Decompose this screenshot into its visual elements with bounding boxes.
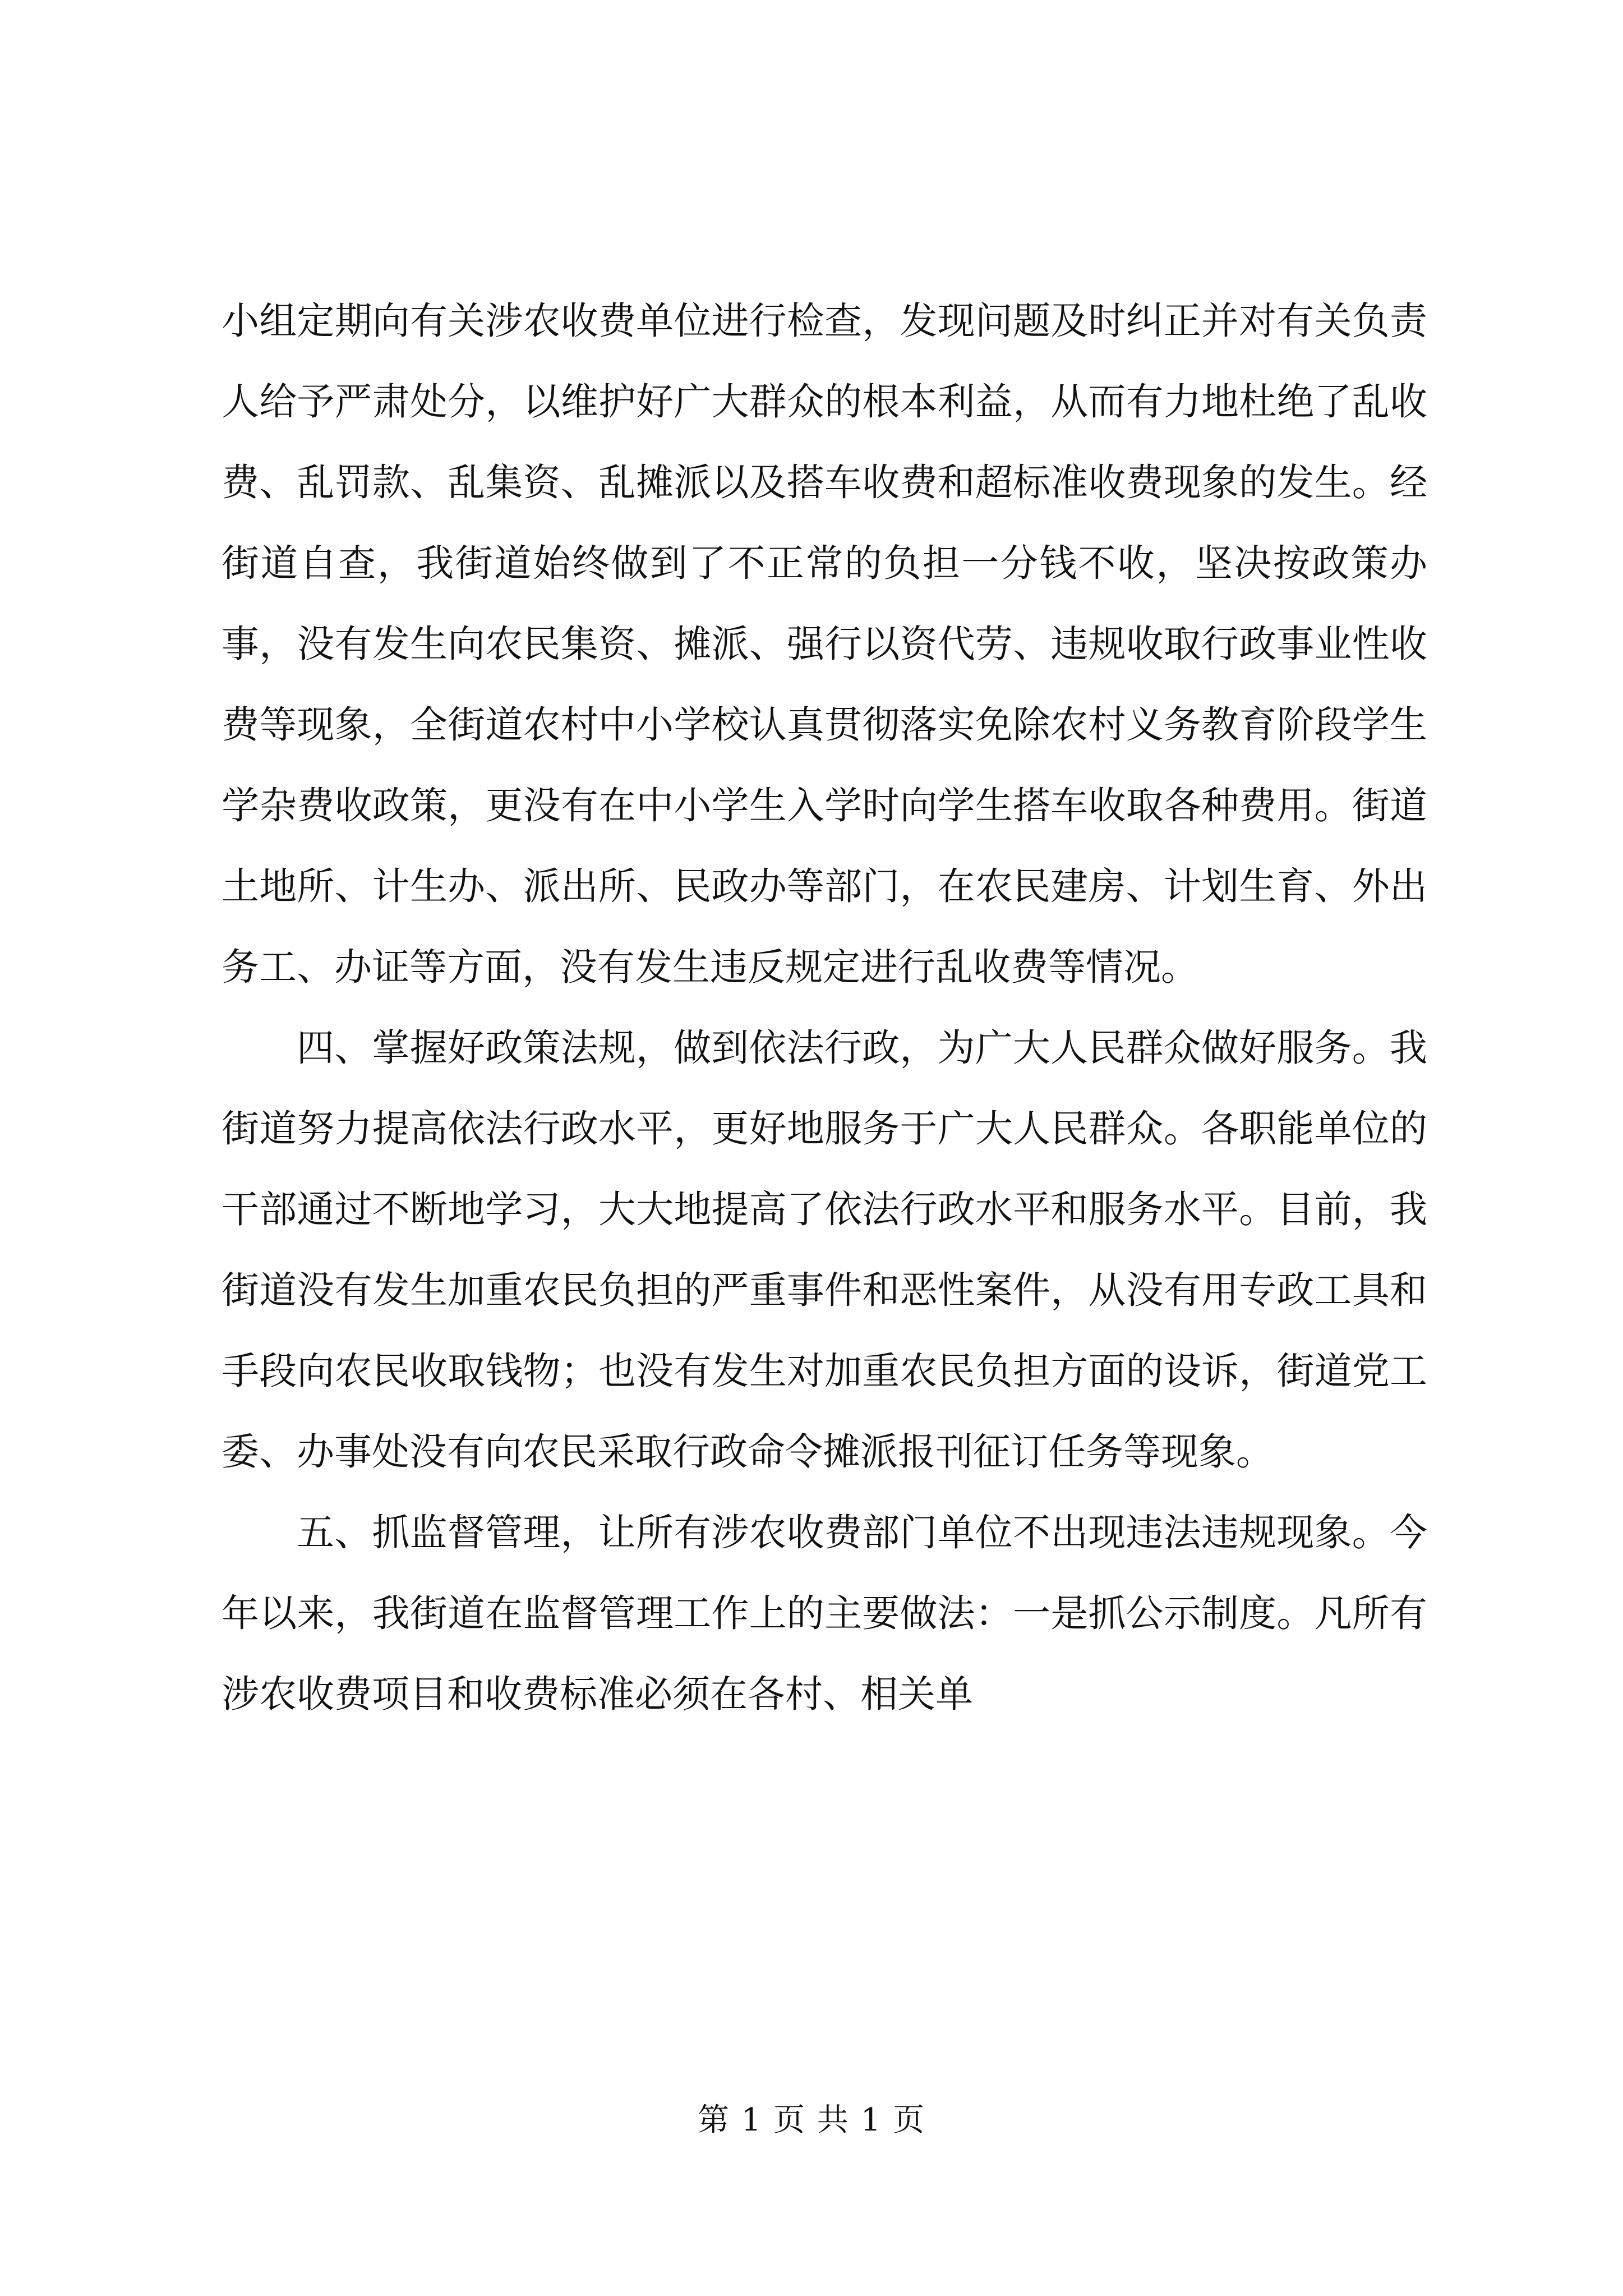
page-footer: 第 1 页 共 1 页 [697,2102,926,2138]
paragraph-2: 四、掌握好政策法规，做到依法行政，为广大人民群众做好服务。我街道努力提高依法行政水平，更好地服务于广大人民群众。各职能单位的干部通过不断地学习，大大地提高了依法行政水平和服务水平。目前，我街道没有发生加重农民负担的严重事件和恶性案件，从没有用专政工具和手段向农民收取钱物；也没有发生对加重农民负担方面的设诉，街道党工委、办事处没有向农民采取行政命令摊派报刊征订任务等现象。 [222,1026,1427,1474]
paragraph-1: 小组定期向有关涉农收费单位进行检查，发现问题及时纠正并对有关负责人给予严肃处分，以维护好广大群众的根本利益，从而有力地杜绝了乱收费、乱罚款、乱集资、乱摊派以及搭车收费和超标准收费现象的发生。经街道自查，我街道始终做到了不正常的负担一分钱不收，坚决按政策办事，没有发生向农民集资、摊派、强行以资代劳、违规收取行政事业性收费等现象，全街道农村中小学校认真贯彻落实免除农村义务教育阶段学生学杂费收政策，更没有在中小学生入学时向学生搭车收取各种费用。街道土地所、计生办、派出所、民政办等部门，在农民建房、计划生育、外出务工、办证等方面，没有发生违反规定进行乱收费等情况。 [222,299,1427,989]
paragraph-3: 五、抓监督管理，让所有涉农收费部门单位不出现违法违规现象。今年以来，我街道在监督管理工作上的主要做法：一是抓公示制度。凡所有涉农收费项目和收费标准必须在各村、相关单 [222,1511,1427,1716]
document-body [222,280,1427,1734]
